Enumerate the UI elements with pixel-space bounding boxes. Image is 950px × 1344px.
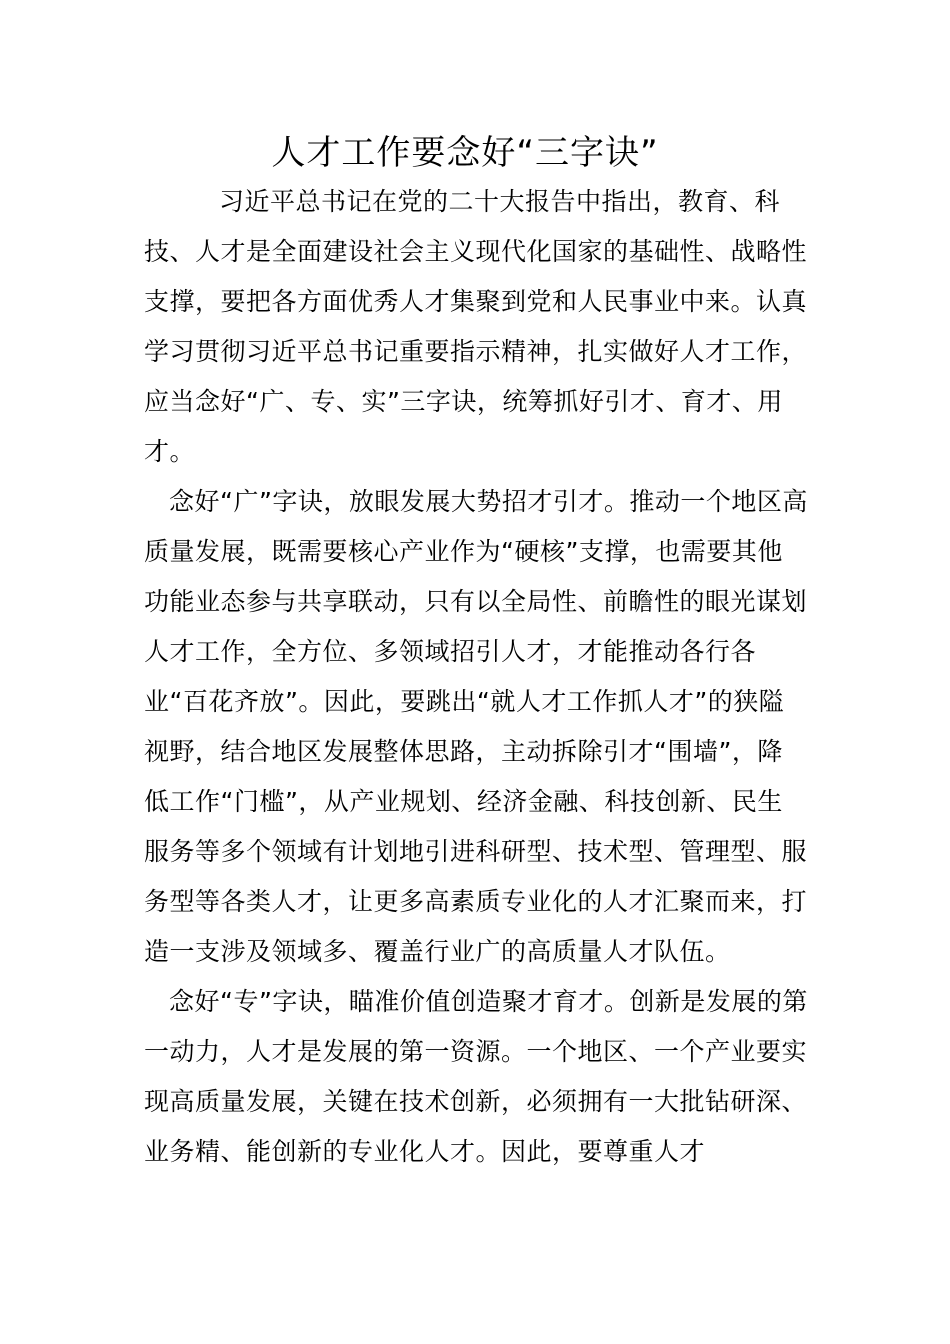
paragraph-intro: 习近平总书记在党的二十大报告中指出，教育、科技、人才是全面建设社会主义现代化国家的基础性、战略性支撑，要把各方面优秀人才集聚到党和人民事业中来。认真学习贯彻习近平总书记重要指示精神，扎实做好人才工作，应当念好“广、专、实”三字诀，统筹抓好引才、育才、用才。 — [144, 187, 808, 466]
paragraph-guang: 念好“广”字诀，放眼发展大势招才引才。推动一个地区高质量发展，既需要核心产业作为“硬核”支撑，也需要其他功能业态参与共享联动，只有以全局性、前瞻性的眼光谋划人才工作，全方位、多领域招引人才，才能推动各行各业“百花齐放”。因此，要跳出“就人才工作抓人才”的狭隘视野，结合地区发展整体思路，主动拆除引才“围墙”，降低工作“门槛”，从产业规划、经济金融、科技创新、民生服务等多个领域有计划地引进科研型、技术型、管理型、服务型等各类人才，让更多高素质专业化的人才汇聚而来，打造一支涉及领域多、覆盖行业广的高质量人才队伍。 — [144, 487, 808, 966]
document-body — [144, 177, 808, 1177]
paragraph-zhuan: 念好“专”字诀，瞄准价值创造聚才育才。创新是发展的第一动力，人才是发展的第一资源。一个地区、一个产业要实现高质量发展，关键在技术创新，必须拥有一大批钻研深、业务精、能创新的专业化人才。因此，要尊重人才 — [144, 987, 808, 1166]
document-title: 人才工作要念好“三字诀” — [271, 133, 659, 173]
